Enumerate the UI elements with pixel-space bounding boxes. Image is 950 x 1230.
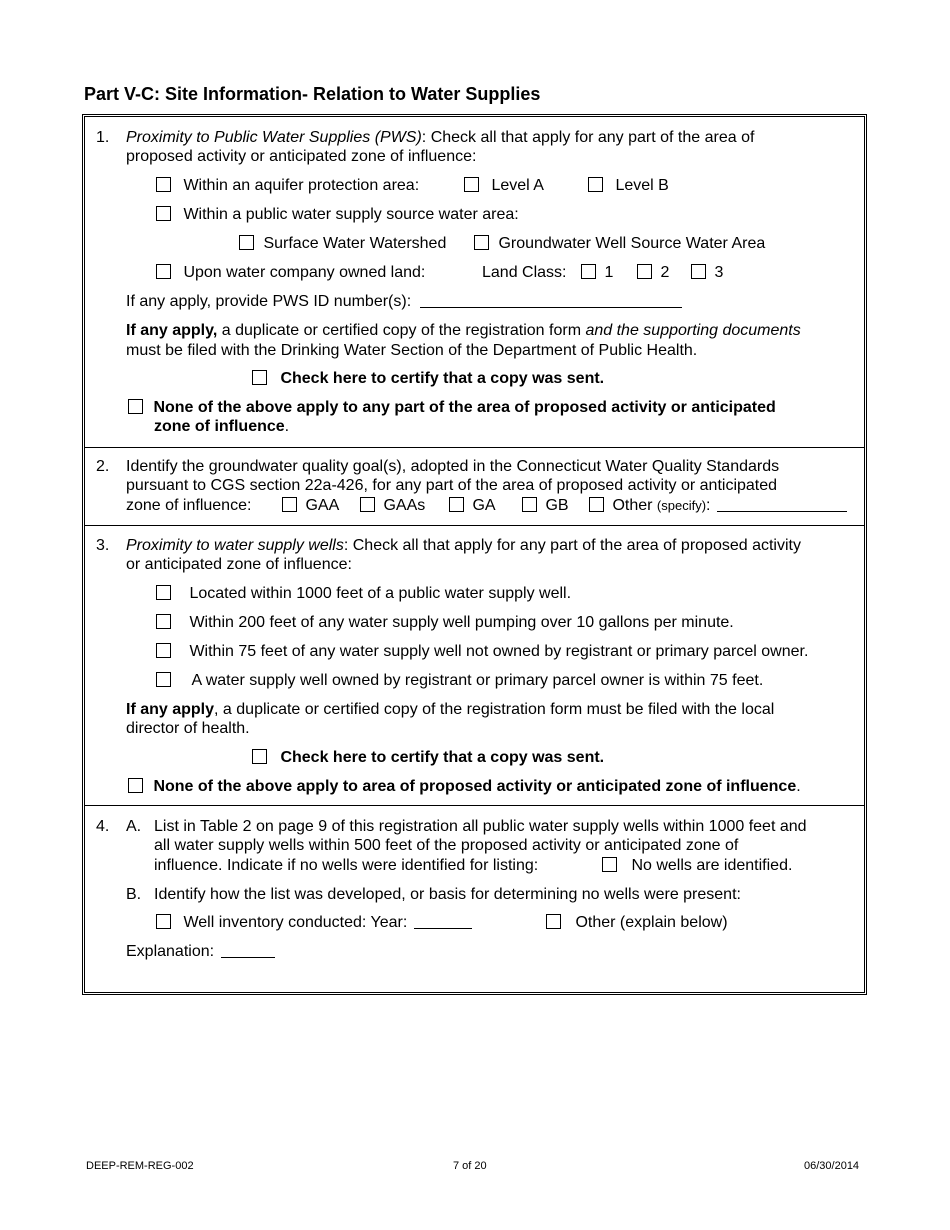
aquifer-checkbox[interactable] (156, 177, 171, 192)
surface-water-option (239, 235, 446, 253)
q3-opt1-label: Located within 1000 feet of a public water supply well. (189, 585, 572, 602)
q3-certify-checkbox[interactable] (252, 749, 267, 764)
inventory-row (156, 914, 472, 932)
q1-dup-italic: and the supporting documents (585, 322, 801, 339)
other-method-checkbox[interactable] (546, 914, 561, 929)
q1-intro-line2: proposed activity or anticipated zone of influence: (126, 148, 477, 165)
q4-number: 4. (96, 818, 110, 835)
gb-option (522, 497, 569, 515)
q1-none-period: . (284, 418, 290, 435)
level-b-label: Level B (615, 177, 669, 194)
no-wells-option (602, 857, 792, 875)
class-2-checkbox[interactable] (637, 264, 652, 279)
q3-dup-bold: If any apply (126, 701, 215, 718)
gaas-option (360, 497, 425, 515)
q1-number: 1. (96, 129, 110, 146)
aquifer-label: Within an aquifer protection area: (183, 177, 420, 194)
pws-id-label: If any apply, provide PWS ID number(s): (126, 293, 412, 310)
class-1-checkbox[interactable] (581, 264, 596, 279)
q3-opt3-label: Within 75 feet of any water supply well not owned by registrant or primary parcel owner. (189, 643, 809, 660)
gaas-checkbox[interactable] (360, 497, 375, 512)
explanation-input[interactable] (221, 943, 275, 958)
q1-certify-label: Check here to certify that a copy was sent. (280, 370, 605, 387)
level-a-checkbox[interactable] (464, 177, 479, 192)
q1-intro (126, 129, 754, 147)
q3-duplicate-line2: director of health. (126, 720, 250, 737)
level-b-checkbox[interactable] (588, 177, 603, 192)
pws-id-input[interactable] (420, 293, 682, 308)
q3-none-row (128, 778, 801, 796)
pws-id-row (126, 293, 682, 311)
groundwater-option (474, 235, 765, 253)
q3-opt4-checkbox[interactable] (156, 672, 171, 687)
section-divider (84, 805, 865, 806)
level-a-option (464, 177, 544, 195)
q3-opt2-checkbox[interactable] (156, 614, 171, 629)
groundwater-checkbox[interactable] (474, 235, 489, 250)
q3-opt3-checkbox[interactable] (156, 643, 171, 658)
company-land-checkbox[interactable] (156, 264, 171, 279)
no-wells-label: No wells are identified. (631, 857, 793, 874)
company-land-label: Upon water company owned land: (183, 264, 426, 281)
q3-intro (126, 537, 801, 555)
class-1-option (581, 264, 613, 282)
q1-none-label: None of the above apply to any part of the area of proposed activity or anticipated (153, 399, 776, 416)
q4-b-line1: Identify how the list was developed, or basis for determining no wells were present: (154, 886, 741, 903)
groundwater-label: Groundwater Well Source Water Area (498, 235, 766, 252)
surface-water-label: Surface Water Watershed (263, 235, 447, 252)
inventory-checkbox[interactable] (156, 914, 171, 929)
class-3-checkbox[interactable] (691, 264, 706, 279)
q1-lead: Proximity to Public Water Supplies (PWS) (126, 129, 422, 146)
other-goal-label: Other (612, 497, 653, 514)
q3-opt1-checkbox[interactable] (156, 585, 171, 600)
class-3-label: 3 (714, 264, 724, 281)
q1-none-line2 (154, 418, 289, 436)
level-b-option (588, 177, 669, 195)
q3-text: : Check all that apply for any part of the area of proposed activity (343, 537, 801, 554)
specify-label: (specify) (656, 498, 707, 513)
q2-line1: Identify the groundwater quality goal(s), adopted in the Connecticut Water Quality Standards (126, 458, 780, 475)
source-area-checkbox[interactable] (156, 206, 171, 221)
no-wells-checkbox[interactable] (602, 857, 617, 872)
q1-duplicate-line1 (126, 322, 801, 340)
q3-option-2 (156, 614, 734, 632)
q3-none-period: . (796, 778, 801, 795)
page-title: Part V-C: Site Information- Relation to Water Supplies (84, 84, 541, 104)
inventory-year-input[interactable] (414, 914, 472, 929)
gaa-option (282, 497, 339, 515)
q3-opt2-label: Within 200 feet of any water supply well pumping over 10 gallons per minute. (189, 614, 734, 631)
q3-option-3 (156, 643, 808, 661)
gaas-label: GAAs (383, 497, 426, 514)
q1-dup-bold: If any apply, (126, 322, 218, 339)
level-a-label: Level A (491, 177, 544, 194)
q1-certify-checkbox[interactable] (252, 370, 267, 385)
gaa-label: GAA (305, 497, 340, 514)
gb-checkbox[interactable] (522, 497, 537, 512)
q2-line2: pursuant to CGS section 22a-426, for any part of the area of proposed activity or anticipated (126, 477, 778, 494)
q3-duplicate-line1 (126, 701, 774, 719)
ga-label: GA (472, 497, 496, 514)
q3-certify-label: Check here to certify that a copy was sent. (280, 749, 605, 766)
source-area-label: Within a public water supply source water area: (183, 206, 519, 223)
class-1-label: 1 (604, 264, 614, 281)
q1-none-row (128, 399, 776, 417)
surface-water-checkbox[interactable] (239, 235, 254, 250)
q3-none-checkbox[interactable] (128, 778, 143, 793)
aquifer-row (156, 177, 419, 195)
revision-date: 06/30/2014 (804, 1160, 860, 1172)
q1-none-bold: zone of influence (154, 418, 285, 435)
land-class-label: Land Class: (482, 264, 567, 281)
q2-line3: zone of influence: (126, 497, 252, 514)
other-goal-checkbox[interactable] (589, 497, 604, 512)
explanation-row (126, 943, 275, 961)
q1-none-checkbox[interactable] (128, 399, 143, 414)
ga-checkbox[interactable] (449, 497, 464, 512)
section-divider (84, 447, 865, 448)
q1-certify-row (252, 370, 604, 388)
class-2-label: 2 (660, 264, 670, 281)
q3-intro-line2: or anticipated zone of influence: (126, 556, 352, 573)
q3-dup-text: , a duplicate or certified copy of the registration form must be filed with the local (214, 701, 775, 718)
class-2-option (637, 264, 669, 282)
q3-option-1 (156, 585, 571, 603)
other-goal-option (589, 497, 847, 515)
form-id: DEEP-REM-REG-002 (86, 1160, 194, 1172)
q3-opt4-label: A water supply well owned by registrant or primary parcel owner is within 75 feet. (191, 672, 764, 689)
q3-certify-row (252, 749, 604, 767)
other-method-label: Other (explain below) (575, 914, 728, 931)
q1-duplicate-line2: must be filed with the Drinking Water Section of the Department of Public Health. (126, 342, 698, 359)
q3-lead: Proximity to water supply wells (126, 537, 344, 554)
gaa-checkbox[interactable] (282, 497, 297, 512)
q4-a-line2: all water supply wells within 500 feet of the proposed activity or anticipated zone of (154, 837, 739, 854)
q4-a-label: A. (126, 818, 142, 835)
source-area-row (156, 206, 519, 224)
section-divider (84, 525, 865, 526)
specify-colon: : (706, 497, 711, 514)
q3-number: 3. (96, 537, 110, 554)
gb-label: GB (545, 497, 569, 514)
class-3-option (691, 264, 723, 282)
ga-option (449, 497, 496, 515)
other-method-option (546, 914, 728, 932)
other-goal-input[interactable] (717, 497, 847, 512)
q4-a-line1: List in Table 2 on page 9 of this registration all public water supply wells within 1000 feet and (154, 818, 807, 835)
q1-dup-text: a duplicate or certified copy of the registration form (217, 322, 586, 339)
q3-option-4 (156, 672, 763, 690)
q2-number: 2. (96, 458, 110, 475)
explanation-label: Explanation: (126, 943, 215, 960)
q4-a-line3: influence. Indicate if no wells were identified for listing: (154, 857, 539, 874)
q1-text: : Check all that apply for any part of the area of (421, 129, 755, 146)
q3-none-label: None of the above apply to area of proposed activity or anticipated zone of influence (153, 778, 797, 795)
q4-b-label: B. (126, 886, 142, 903)
company-land-row (156, 264, 425, 282)
inventory-label: Well inventory conducted: Year: (183, 914, 408, 931)
page-number: 7 of 20 (453, 1160, 487, 1172)
